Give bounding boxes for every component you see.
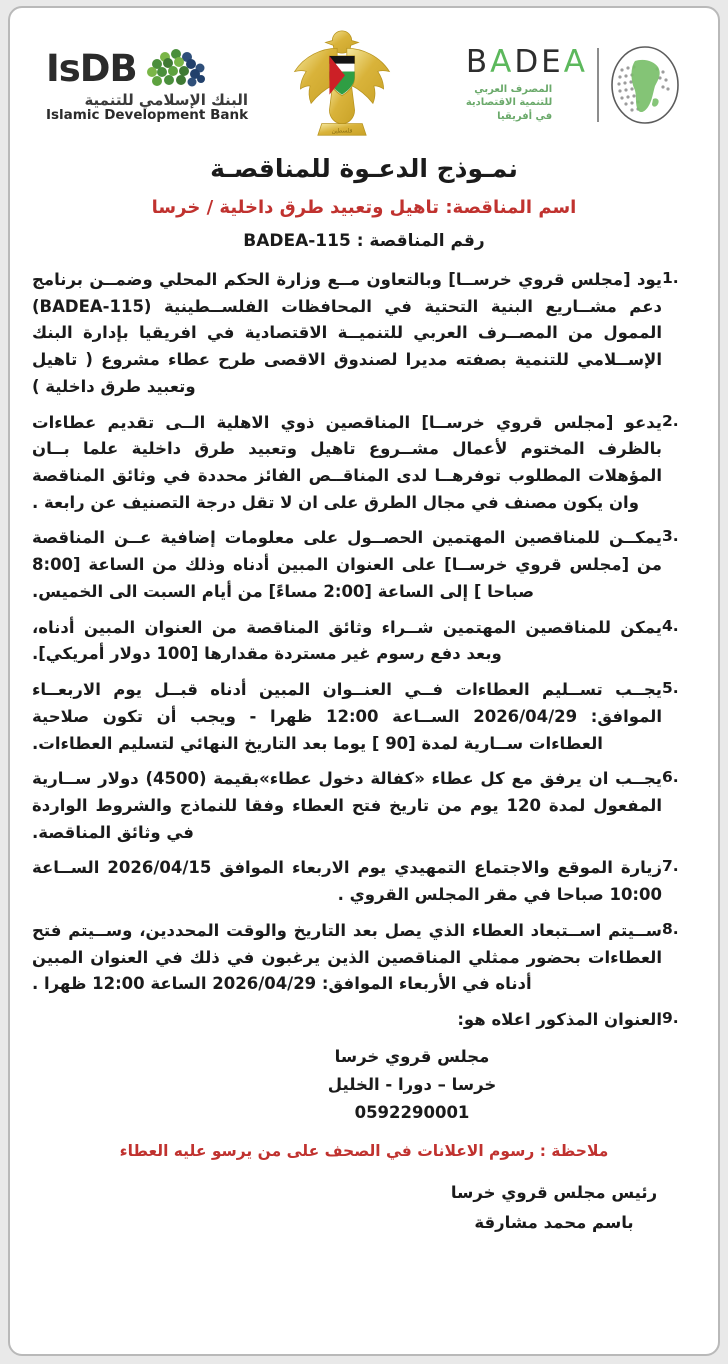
badea-wordmark: BADEA — [465, 43, 588, 80]
clause-item — [32, 267, 696, 401]
isdb-wordmark: IsDB — [46, 47, 137, 91]
clause-text: العنوان المذكور اعلاه هو: — [457, 1009, 662, 1029]
isdb-dome-icon — [145, 48, 207, 90]
clause-item — [32, 766, 696, 846]
clause-number: 4. — [662, 616, 679, 635]
clause-text: يمكن للمناقصين المهتمين شــراء وثائق المناقصة من العنوان المبين أدناه، وبعد دفع رسوم غير مستردة مقدارها [100 دولار أمريكي]. — [32, 617, 662, 664]
clause-number: 2. — [662, 411, 679, 430]
isdb-logo-top — [46, 48, 207, 90]
address-block — [32, 1043, 696, 1128]
isdb-english-name: Islamic Development Bank — [46, 106, 249, 123]
clause-item — [32, 410, 696, 517]
clause-number: 8. — [662, 919, 679, 938]
badea-logo-text — [465, 43, 588, 124]
badea-logo — [422, 44, 682, 126]
clause-number: 6. — [662, 768, 679, 787]
isdb-arabic-name: البنك الإسلامي للتنمية — [84, 90, 249, 109]
tender-number: رقم المناقصة : BADEA-115 — [243, 231, 485, 251]
clause-item — [32, 525, 696, 605]
clause-number: 1. — [662, 269, 679, 287]
clause-item — [32, 677, 696, 757]
svg-text:فلسطين: فلسطين — [331, 128, 352, 135]
badea-arabic-line3: في أفريقيا — [497, 110, 553, 122]
isdb-logo-text — [46, 92, 248, 122]
clause-text: يمكــن للمناقصين المهتمين الحصــول على معلومات إضافية عــن المناقصة من [مجلس قروي خرســا] على العنوان المبين أدناه وذلك من الساعة [8:00 صباحا ] إلى الساعة [2:00 مساءً] من أيام السبت الى الخميس. — [32, 528, 662, 601]
clause-number: 9. — [662, 1008, 679, 1027]
clause-text: يود [مجلس قروي خرســا] وبالتعاون مــع وزارة الحكم المحلي وضمــن برنامج دعم مشــاريع البنية التحتية في المحافظات الفلســطينية (BADEA-115) الممول من المصــرف العربي للتنميــة الاقتصادية في افريقيا بإدارة البنك الإســلامي للتنمية بصفته مديرا لصندوق الاقصى طرح عطاء مشروع ( تاهيل وتعبيد طرق داخلية ) — [32, 270, 662, 396]
isdb-logo — [46, 48, 261, 122]
palestine-emblem — [282, 27, 402, 143]
badea-globe-icon — [608, 44, 682, 126]
tender-name: اسم المناقصة: تاهيل وتعبيد طرق داخلية / خرسا — [151, 197, 577, 218]
document-title: نمـوذج الدعـوة للمناقصـة — [210, 154, 518, 183]
clause-text: ســيتم اســتبعاد العطاء الذي يصل بعد التاريخ والوقت المحددين، وســيتم فتح العطاءات بحضور ممثلي المناقصين الذين يرغبون في ذلك في العنوان المبين أدناه في الأربعاء الموافق: 2026/04/29 الساعة 12:00 ظهرا . — [32, 920, 662, 994]
clause-text: يجــب تســليم العطاءات فــي العنــوان المبين أدناه قبــل يوم الاربعــاء الموافق: 2026/04/29 الســاعة 12:00 ظهرا - ويجب أن تكون صلاحية العطاءات ســارية لمدة [90 ] يوما بعد التاريخ النهائي لتسليم العطاءات. — [32, 680, 662, 753]
clause-list — [32, 267, 696, 1034]
clause-number: 3. — [662, 527, 679, 546]
badea-arabic-line1: المصرف العربي — [474, 83, 553, 95]
palestine-eagle-icon — [287, 27, 397, 143]
clause-item — [32, 1007, 696, 1034]
signature-title: رئيس مجلس قروي خرسا — [450, 1182, 658, 1202]
address-location: خرسا – دورا - الخليل — [327, 1075, 497, 1095]
address-council: مجلس قروي خرسا — [334, 1046, 490, 1066]
clause-text: زيارة الموقع والاجتماع التمهيدي يوم الاربعاء الموافق 2026/04/15 الســاعة 10:00 صباحا في مقر المجلس القروي . — [32, 858, 663, 905]
clause-text: يجــب ان يرفق مع كل عطاء «كفالة دخول عطاء»بقيمة (4500) دولار ســارية المفعول لمدة 120 يوم من تاريخ فتح العطاء وفقا للنماذج والشروط الواردة في وثائق المناقصة. — [32, 769, 663, 842]
badea-arabic-line2: للتنمية الاقتصادية — [465, 97, 553, 109]
clause-text: يدعو [مجلس قروي خرســا] المناقصين ذوي الاهلية الــى تقديم عطاءات بالظرف المختوم لأعمال مشــروع تاهيل وتعبيد طرق داخلية علما بــان المؤهلات المطلوب توفرهــا لدى المناقــص الفائز محددة في وثائق المناقصة وان يكون مصنف في مجال الطرق على ان لا تقل درجة التصنيف عن رابعة . — [32, 412, 662, 512]
badea-arabic-name — [466, 83, 552, 124]
clause-item — [32, 615, 696, 668]
address-phone: 0592290001 — [354, 1103, 470, 1123]
signature-name: باسم محمد مشارقة — [474, 1213, 634, 1233]
advertising-fees-note: ملاحظة : رسوم الاعلانات في الصحف على من يرسو عليه العطاء — [119, 1141, 609, 1160]
badea-divider — [597, 48, 599, 122]
clause-number: 7. — [662, 857, 679, 876]
document-sheet — [8, 6, 720, 1356]
clause-item — [32, 918, 696, 998]
logo-header — [32, 24, 696, 142]
clause-number: 5. — [662, 679, 679, 698]
clause-item — [32, 855, 696, 908]
